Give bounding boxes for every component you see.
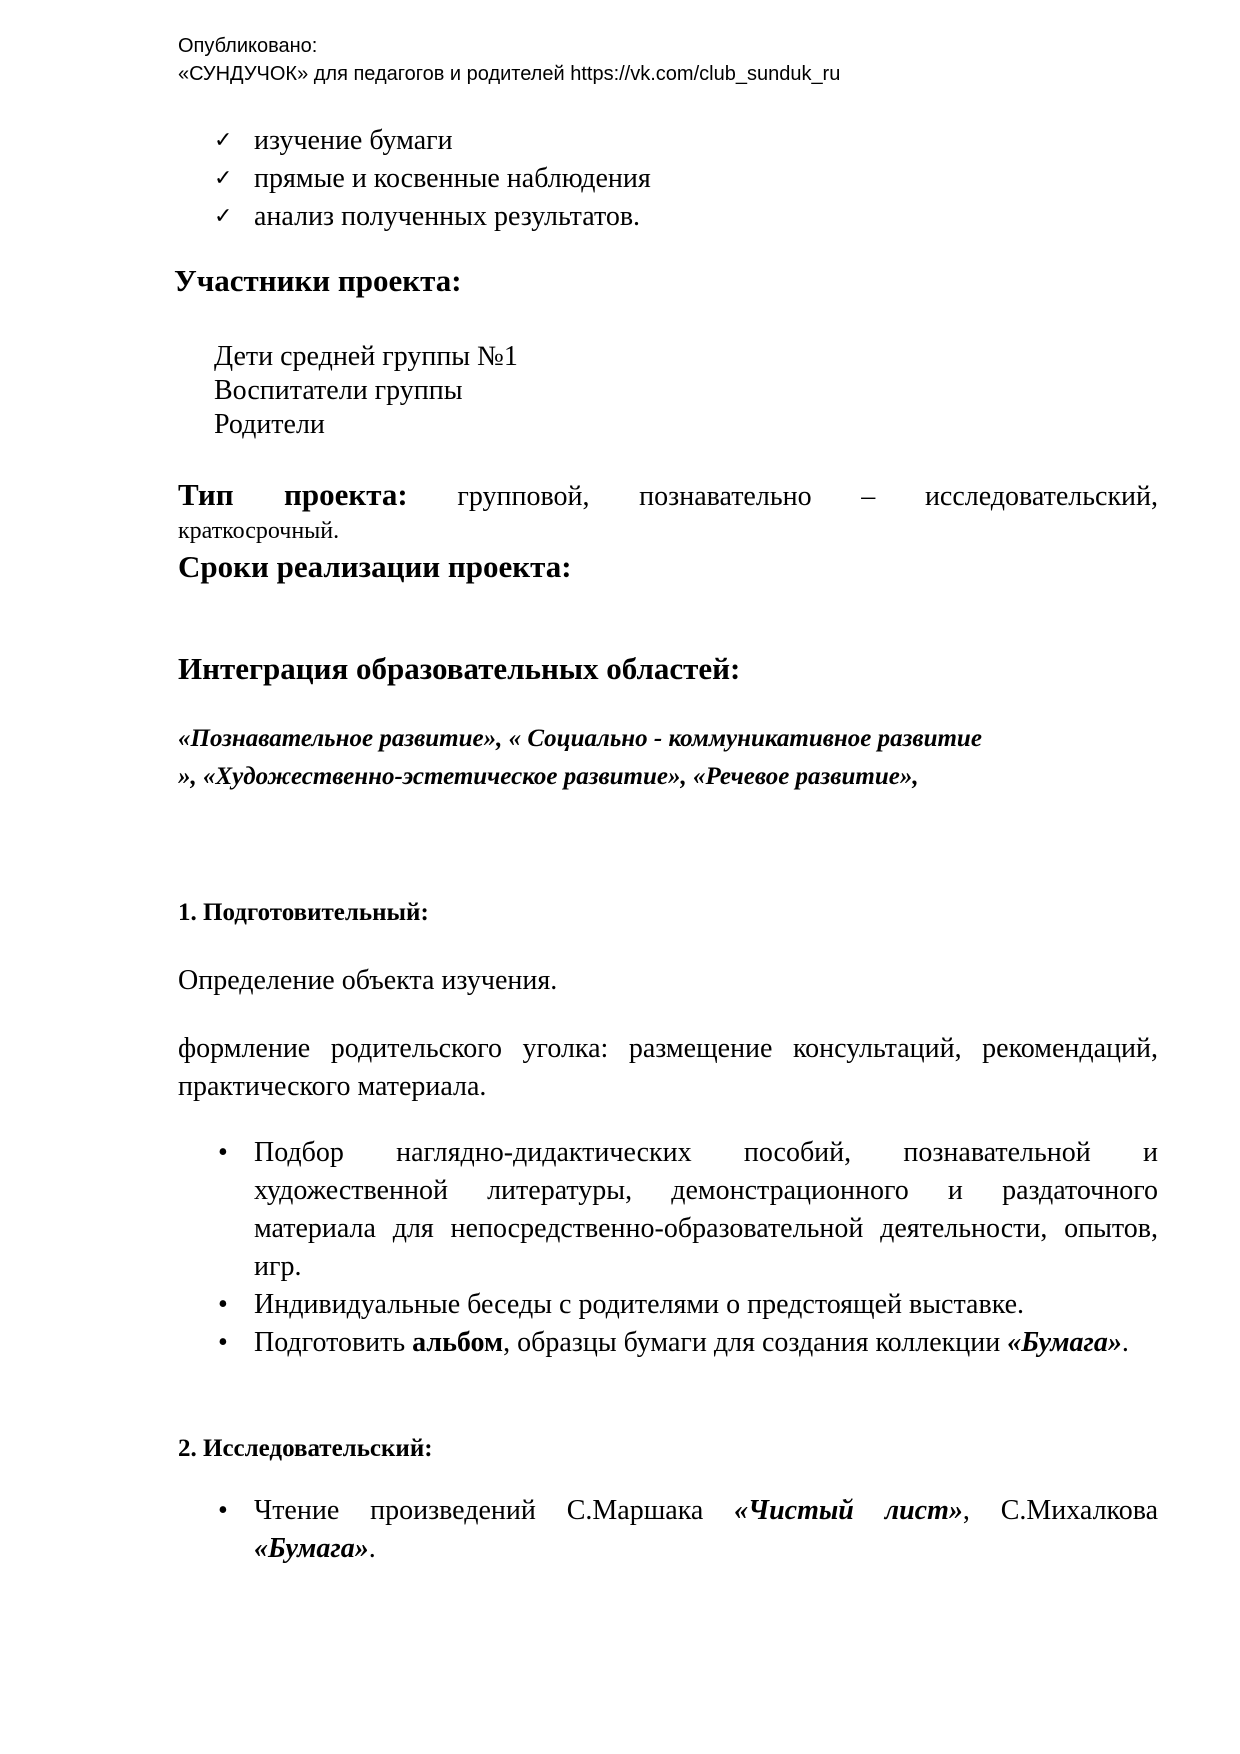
list-item: ✓ изучение бумаги xyxy=(214,122,651,160)
list-item: • Чтение произведений С.Маршака «Чистый лист», С.Михалкова «Бумага». xyxy=(214,1492,1158,1568)
header-line-source: «СУНДУЧОК» для педагогов и родителей https://vk.com/club_sunduk_ru xyxy=(178,63,841,85)
list-item: • Подготовить альбом, образцы бумаги для создания коллекции «Бумага». xyxy=(214,1324,1158,1362)
integration-heading: Интеграция образовательных областей: xyxy=(178,651,741,686)
bullet-icon: • xyxy=(218,1495,228,1526)
stage2-bullet-list xyxy=(214,1492,1158,1568)
integration-areas-line2: », «Художественно-эстетическое развитие», «Речевое развитие», xyxy=(178,763,919,790)
bullet-icon: • xyxy=(218,1289,228,1320)
stage1-paragraph: формление родительского уголка: размещение консультаций, рекомендаций, практического материала. xyxy=(178,1033,1158,1102)
list-item: • Подбор наглядно-дидактических пособий, познавательной и художественной литературы, демонстрационного и раздаточного материала для непосредственно-образовательной деятельности, опытов, игр. xyxy=(214,1134,1158,1286)
stage1-heading: 1. Подготовительный: xyxy=(178,899,429,926)
checkmark-icon: ✓ xyxy=(214,128,233,153)
list-item: ✓ прямые и косвенные наблюдения xyxy=(214,160,651,198)
project-type xyxy=(178,478,1158,514)
integration-areas-line1: «Познавательное развитие», « Социально - коммуникативное развитие xyxy=(178,725,982,752)
bullet-icon: • xyxy=(218,1137,228,1168)
timeline-heading: Сроки реализации проекта: xyxy=(178,549,572,584)
list-item: ✓ анализ полученных результатов. xyxy=(214,198,651,236)
book-title: «Чистый лист» xyxy=(734,1495,963,1526)
project-type-value-cont: краткосрочный. xyxy=(178,518,340,544)
collection-title: «Бумага» xyxy=(1007,1327,1122,1358)
project-type-value: групповой, познавательно – исследовательский, xyxy=(457,481,1159,512)
participants-heading: Участники проекта: xyxy=(174,263,462,298)
project-type-label: Тип проекта: xyxy=(178,477,408,512)
stage1-bullet-list xyxy=(214,1134,1158,1362)
participant-item: Дети средней группы №1 xyxy=(214,341,518,372)
stage1-paragraph: Определение объекта изучения. xyxy=(178,965,558,996)
stage2-heading: 2. Исследовательский: xyxy=(178,1435,433,1462)
album-term: альбом xyxy=(412,1327,504,1358)
bullet-icon: • xyxy=(218,1327,228,1358)
checkmark-icon: ✓ xyxy=(214,166,233,191)
book-title: «Бумага» xyxy=(254,1533,369,1564)
participant-item: Родители xyxy=(214,409,325,440)
publication-header xyxy=(178,32,840,88)
checkmark-icon: ✓ xyxy=(214,204,233,229)
header-line-published: Опубликовано: xyxy=(178,35,318,57)
list-item: • Индивидуальные беседы с родителями о предстоящей выставке. xyxy=(214,1286,1158,1324)
methods-checklist xyxy=(214,122,651,236)
participant-item: Воспитатели группы xyxy=(214,375,463,406)
